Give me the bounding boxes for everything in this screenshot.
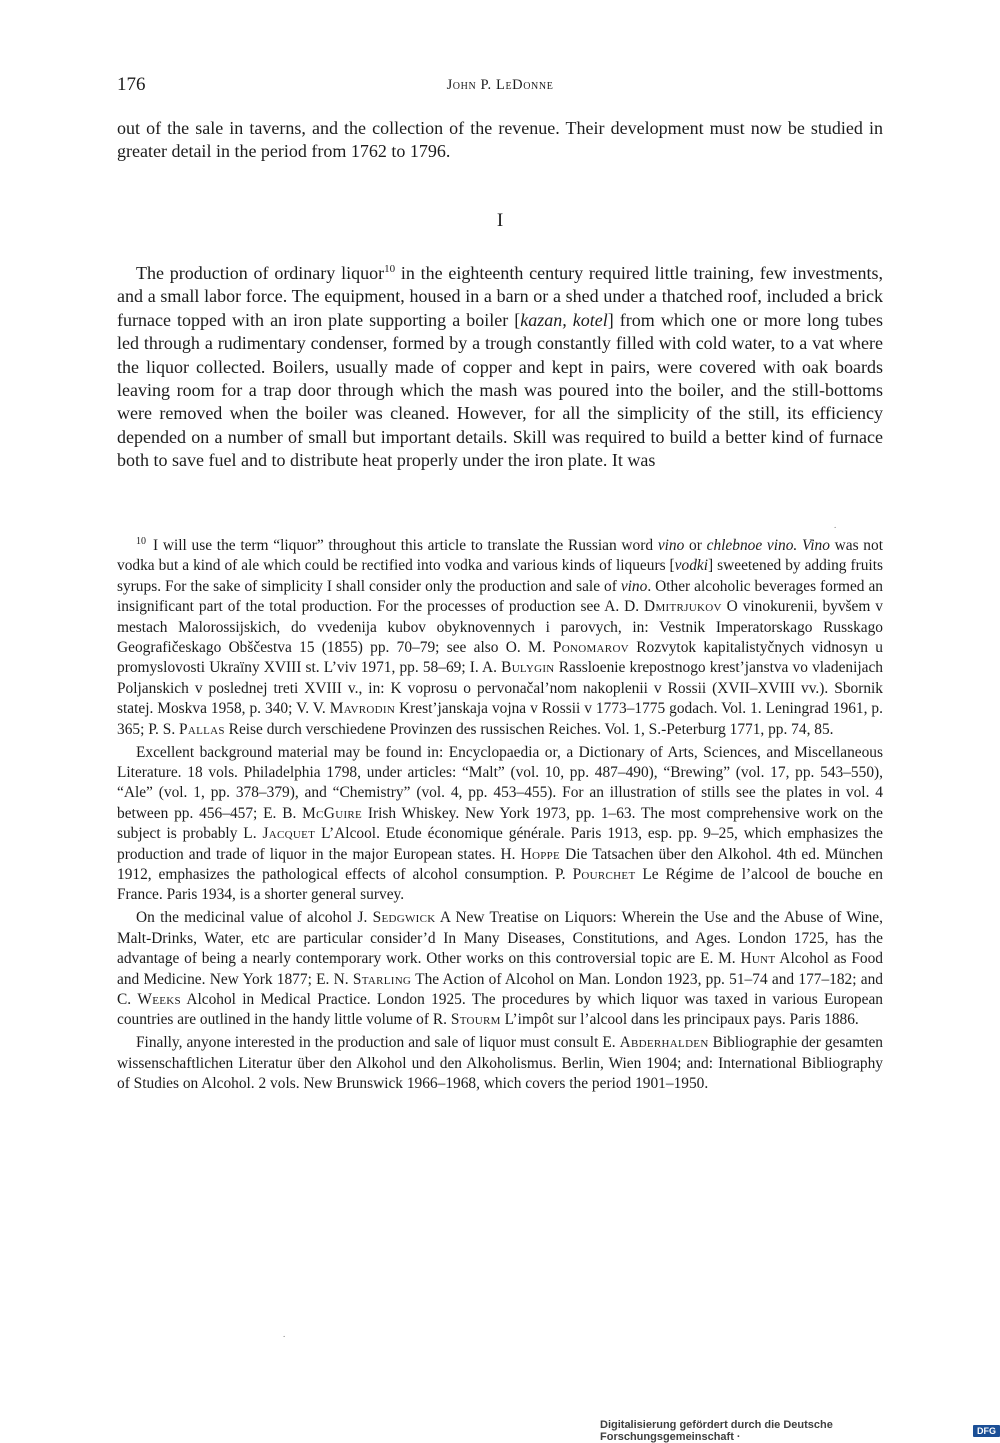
text-run: in the eighteenth century required little training, few investments, and a small labor force. The equipment, housed in a barn or a shed under a thatched roof, included a brick furnace topped with an iron plate supporting a boiler [ xyxy=(117,263,883,330)
text-run: Bibliographie der gesamten wissenschaftlichen Literatur über den Alkohol und den Alkoholismus. Berlin, Wien 1904; and: International Bibliography of Studies on Alcohol. 2 vols. New Brunswick 1966–1968, which covers the period 1901–1950. xyxy=(117,1034,883,1093)
author-name: Hoppe xyxy=(520,845,561,863)
text-run: Rozvytok kapitalistyčnych vidnosyn u promyslovosti Ukraïny XVIII st. L’viv 1971, pp. 58–69; I. A. xyxy=(117,639,883,677)
text-run: L’Alcool. Etude économique générale. Paris 1913, esp. pp. 9–25, which emphasizes the production and trade of liquor in the major European states. H. xyxy=(117,825,883,863)
text-run: The Action of Alcohol on Man. London 1923, pp. 51–74 and 177–182; and C. xyxy=(117,970,883,1008)
body-paragraph-continued: out of the sale in taverns, and the collection of the revenue. Their development must now be studied in greater detail in the period from 1762 to 1796. xyxy=(117,118,883,162)
author-name: Jacquet xyxy=(262,825,316,843)
page-header xyxy=(117,74,883,100)
text-run: ] from which one or more long tubes led through a rudimentary condenser, formed by a trough constantly filled with cold water, to a vat where the liquor collected. Boilers, usually made of copper and kept in pairs, were covered with oak boards leaving room for a trap door through which the mash was poured into the boiler, and the still-bottoms were removed when the boiler was cleaned. However, for all the simplicity of the still, its efficiency depended on a number of small but important details. Skill was required to build a better kind of furnace both to save fuel and to distribute heat properly under the iron plate. It was xyxy=(117,309,883,471)
text-run: Le Régime de l’alcool de bouche en France. Paris 1934, is a shorter general survey. xyxy=(117,866,883,904)
footnote-10 xyxy=(117,536,883,740)
scan-speck: . xyxy=(283,1329,286,1339)
text-run: or xyxy=(684,537,707,554)
text-run: Krest’janskaja vojna v Rossii v 1773–1775 godach. Vol. 1. Leningrad 1961, p. 365; P. S. xyxy=(117,700,883,738)
footnote-reference: 10 xyxy=(384,263,396,275)
author-name: Mavrodin xyxy=(329,700,396,718)
text-run: ] sweetened by adding fruits syrups. For the sake of simplicity I shall consider only the production and sale of xyxy=(117,557,883,595)
author-name: Bulygin xyxy=(501,659,555,677)
running-head: John P. LeDonne xyxy=(446,77,554,93)
author-name: Hunt xyxy=(740,950,776,968)
author-name: Pourchet xyxy=(572,866,636,883)
text-run: Finally, anyone interested in the production and sale of liquor must consult E. xyxy=(136,1034,620,1052)
digitization-credit xyxy=(600,1419,1000,1443)
italic-term: kazan, kotel xyxy=(520,309,608,330)
italic-term: chlebnoe vino. Vino xyxy=(706,537,830,554)
footnote-paragraph xyxy=(117,743,883,906)
footnote-number: 10 xyxy=(136,535,146,547)
scan-speck: . xyxy=(834,520,837,530)
text-run: Reise durch verschiedene Provinzen des russischen Reiches. Vol. 1, S.-Peterburg 1771, pp. 74, 85. xyxy=(224,720,834,738)
text-run: I will use the term “liquor” throughout this article to translate the Russian word xyxy=(153,537,658,554)
author-name: Sedgwick xyxy=(372,909,436,927)
footnote-paragraph xyxy=(117,908,883,1030)
dfg-logo: DFG xyxy=(973,1425,1000,1437)
text-run: The production of ordinary liquor xyxy=(136,263,385,283)
page-number: 176 xyxy=(117,74,146,95)
author-name: Ponomarov xyxy=(552,639,629,657)
text-run: L’impôt sur l’alcool dans les principaux pays. Paris 1886. xyxy=(500,1011,859,1029)
body-paragraph xyxy=(117,262,883,473)
text-run: On the medicinal value of alcohol J. xyxy=(136,909,373,927)
italic-term: vino xyxy=(620,577,648,595)
text-run: Die Tatsachen über den Alkohol. 4th ed. München 1912, emphasizes the pathological effects of alcohol consumption. P. xyxy=(117,845,883,883)
text-run: Excellent background material may be found in: Encyclopaedia or, a Dictionary of Arts, Sciences, and Miscellaneous Literature. 18 vols. Philadelphia 1798, under articles: “Malt” (vol. 10, pp. 487–490), “Brewing” (vol. 17, pp. 543–550), “Ale” (vol. 1, pp. 378–379), and “Chemistry” (vol. 4, pp. 453–455). For an illustration of stills see the plates in vol. 4 between pp. 456–457; E. B. xyxy=(117,743,883,822)
author-name: Starling xyxy=(352,970,412,988)
author-name: Pallas xyxy=(179,720,225,738)
section-heading: I xyxy=(496,210,504,231)
text-run: . Other alcoholic beverages formed an insignificant part of the total production. For the processes of production see A. D. xyxy=(117,577,884,616)
text-run: Irish Whiskey. New York 1973, pp. 1–63. The most comprehensive work on the subject is probably L. xyxy=(117,804,883,843)
text-run: O vinokurenii, byvšem v mestach Malorossijskich, do vvedenija kubov obyknovennych i parovych, in: Vestnik Imperatorskago Russkago Geografičeskago Obščestva 15 (1855) pp. 70–79; see also O. M. xyxy=(117,598,883,657)
author-name: Dmitrjukov xyxy=(644,598,722,616)
author-name: Weeks xyxy=(137,990,181,1008)
italic-term: vodki xyxy=(674,557,709,575)
footnotes xyxy=(117,536,883,1097)
text-run: Alcohol as Food and Medicine. New York 1877; E. N. xyxy=(117,950,883,988)
italic-term: vino xyxy=(657,537,685,554)
author-name: McGuire xyxy=(302,804,363,822)
text-run: Alcohol in Medical Practice. London 1925. The procedures by which liquor was taxed in various European countries are outlined in the handy little volume of R. xyxy=(117,990,883,1029)
credit-text: Digitalisierung gefördert durch die Deutsche Forschungsgemeinschaft · xyxy=(600,1419,833,1443)
footnote-paragraph xyxy=(117,1033,883,1094)
text-run: was not vodka but a kind of ale which could be rectified into vodka and various kinds of liqueurs [ xyxy=(117,537,883,575)
text-run: A New Treatise on Liquors: Wherein the Use and the Abuse of Wine, Malt-Drinks, Water, etc are particular consider’d In Many Diseases, Constitutions, and Ages. London 1725, has the advantage of being a nearly contemporary work. Other works on this controversial topic are E. M. xyxy=(117,909,883,968)
author-name: Abderhalden xyxy=(619,1034,709,1052)
text-run: Rassloenie krepostnogo krest’janstva vo vladenijach Poljanskich v poslednej treti XVIII v., in: K voprosu o pervonačal’nom nakoplenii v Rossii (XVII–XVIII vv.). Sbornik statej. Moskva 1958, p. 340; V. V. xyxy=(117,659,883,718)
author-name: Stourm xyxy=(450,1011,501,1029)
